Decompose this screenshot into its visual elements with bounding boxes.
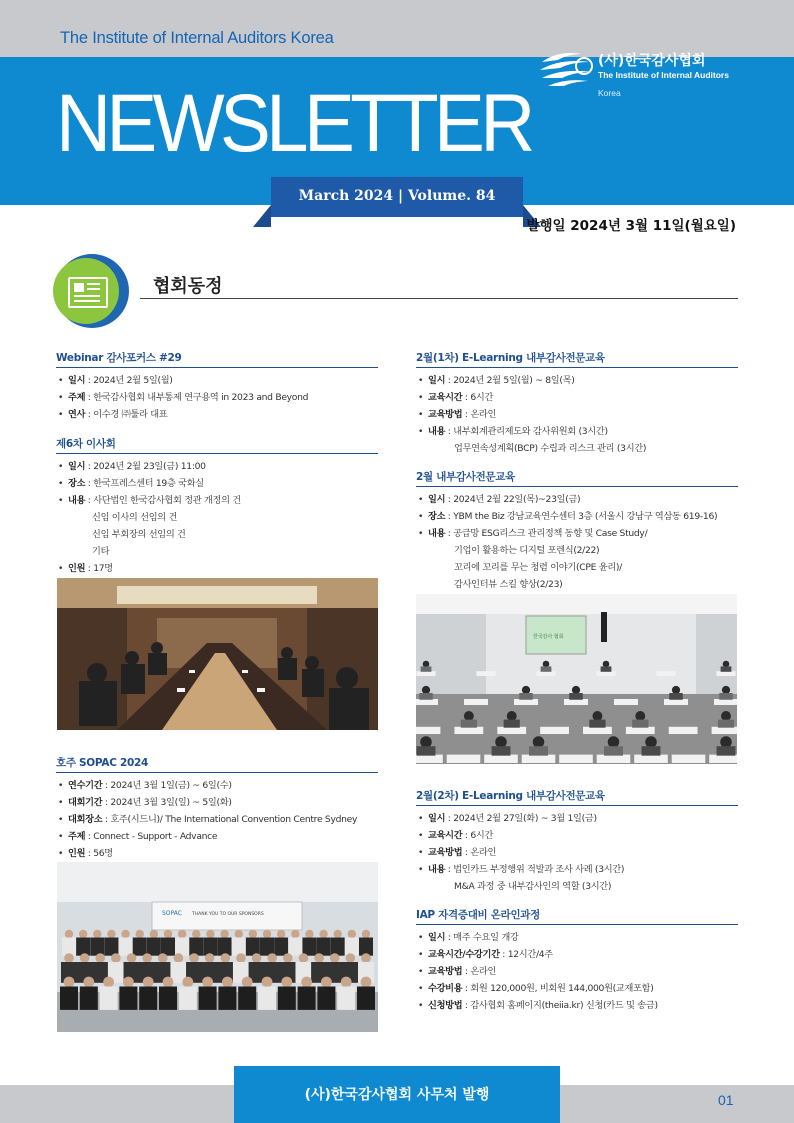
person-head bbox=[93, 930, 101, 938]
person-head bbox=[121, 930, 129, 938]
person-head bbox=[341, 977, 352, 988]
person-head bbox=[174, 953, 184, 963]
person-head bbox=[222, 977, 233, 988]
org-name: The Institute of Internal Auditors Korea bbox=[60, 29, 334, 47]
person-head bbox=[235, 930, 243, 938]
list-item: • 내용 : 내부회계관리제도와 감사위원회 (3시간) bbox=[416, 423, 738, 440]
person-head bbox=[533, 736, 545, 748]
person-head bbox=[221, 953, 231, 963]
person-head bbox=[334, 930, 342, 938]
person-body bbox=[298, 987, 316, 1010]
elearning-1-block bbox=[416, 350, 738, 457]
desk bbox=[596, 671, 615, 676]
person-body bbox=[246, 938, 260, 956]
person-body bbox=[80, 987, 98, 1010]
person-head bbox=[242, 977, 253, 988]
person-body bbox=[119, 987, 137, 1010]
person-body bbox=[721, 666, 732, 671]
person-body bbox=[147, 938, 161, 956]
banner-sponsors-text: THANK YOU TO OUR SPONSORS bbox=[192, 912, 264, 917]
person-head bbox=[150, 930, 158, 938]
person-body bbox=[317, 987, 335, 1010]
list-item: • 일시 : 2024년 2월 5일(월) bbox=[56, 372, 378, 389]
list-item: • 장소 : YBM the Biz 강남교육연수센터 3층 (서울시 강남구 역삼동 619-16) bbox=[416, 508, 738, 525]
newspaper-icon bbox=[53, 258, 119, 324]
person-head bbox=[189, 953, 199, 963]
person-body bbox=[274, 938, 288, 956]
desk bbox=[669, 727, 698, 734]
list-item-continued: 감사인터뷰 스킬 향상(2/23) bbox=[454, 579, 563, 590]
desk bbox=[559, 755, 593, 763]
list-item: • 장소 : 한국프레스센터 19층 국화실 bbox=[56, 475, 378, 492]
person-body bbox=[175, 938, 189, 956]
desk bbox=[416, 727, 440, 734]
person-body bbox=[218, 987, 236, 1010]
person-body bbox=[589, 720, 605, 728]
list-item: • 일시 : 2024년 2월 27일(화) ~ 3월 1일(금) bbox=[416, 810, 738, 827]
list-item: • 인원 : 56명 bbox=[56, 845, 378, 862]
top-bar bbox=[0, 0, 794, 57]
person-head bbox=[522, 686, 530, 694]
block-title: 제6차 이사회 bbox=[56, 436, 378, 454]
issue-badge bbox=[271, 177, 523, 217]
person-head bbox=[348, 930, 356, 938]
person-body bbox=[238, 987, 256, 1010]
desk bbox=[416, 699, 438, 705]
person-body bbox=[604, 746, 623, 755]
list-item: • 주제 : 한국감사협회 내부통제 연구용역 in 2023 and Beyond bbox=[56, 389, 378, 406]
desk bbox=[476, 671, 495, 676]
desk bbox=[447, 755, 481, 763]
list-item: • 내용 : 공급망 ESG리스크 관리정책 동향 및 Case Study/ bbox=[416, 525, 738, 542]
list-item: • 교육방법 : 온라인 bbox=[416, 963, 738, 980]
classroom-photo bbox=[416, 594, 737, 764]
list-item: • 대회장소 : 호주(시드니)/ The International Convention Centre Sydney bbox=[56, 811, 378, 828]
desk bbox=[583, 727, 612, 734]
person-head bbox=[95, 953, 105, 963]
publication-date: 발행일 2024년 3월 11일(월요일) bbox=[526, 218, 736, 234]
desk bbox=[597, 755, 631, 763]
person-body bbox=[179, 987, 197, 1010]
person-body bbox=[492, 746, 511, 755]
issue-label: March 2024 | Volume. 84 bbox=[298, 188, 496, 204]
person-head bbox=[182, 977, 193, 988]
section-title: 협회동정 bbox=[153, 276, 223, 297]
desk bbox=[464, 699, 488, 705]
person-head bbox=[111, 953, 121, 963]
person-head bbox=[314, 953, 324, 963]
person-head bbox=[722, 686, 730, 694]
footer-publisher: (사)한국감사협회 사무처 발행 bbox=[304, 1087, 490, 1103]
desk bbox=[664, 699, 688, 705]
list-item-continued: 신임 부회장의 선임의 건 bbox=[92, 529, 186, 540]
issue-ribbon-left bbox=[253, 205, 271, 227]
list-item-continued: 업무연속성계획(BCP) 수립과 리스크 관리 (3시간) bbox=[454, 443, 647, 454]
person-body bbox=[331, 938, 345, 956]
desk bbox=[454, 727, 483, 734]
list-item: • 교육방법 : 온라인 bbox=[416, 844, 738, 861]
person-body bbox=[317, 938, 331, 956]
desk bbox=[540, 727, 569, 734]
person-body bbox=[288, 938, 302, 956]
person-body bbox=[302, 938, 316, 956]
list-item: • 대회기간 : 2024년 3월 3일(일) ~ 5일(화) bbox=[56, 794, 378, 811]
person-body bbox=[119, 938, 133, 956]
person-head bbox=[277, 930, 285, 938]
block-title: 2월(2차) E-Learning 내부감사전문교육 bbox=[416, 788, 738, 806]
person-head bbox=[158, 953, 168, 963]
person-body bbox=[519, 693, 533, 700]
person-head bbox=[249, 930, 257, 938]
person-head bbox=[543, 661, 550, 668]
block-title: 2월(1차) E-Learning 내부감사전문교육 bbox=[416, 350, 738, 368]
person-head bbox=[164, 930, 172, 938]
person-body bbox=[632, 720, 648, 728]
logo-korean-name: (사)한국감사협회 bbox=[598, 53, 706, 69]
person-head bbox=[83, 977, 94, 988]
person-head bbox=[362, 930, 370, 938]
person-head bbox=[572, 686, 580, 694]
person-head bbox=[420, 736, 432, 748]
block-title: 호주 SOPAC 2024 bbox=[56, 755, 378, 773]
person-head bbox=[645, 736, 657, 748]
block-title: IAP 자격증대비 온라인과정 bbox=[416, 907, 738, 925]
person-head bbox=[495, 736, 507, 748]
list-item: • 수강비용 : 회원 120,000원, 비회원 144,000원(교재포함) bbox=[416, 980, 738, 997]
person-body bbox=[76, 938, 90, 956]
board-meeting-photo bbox=[57, 578, 378, 730]
list-item-continued: M&A 과정 중 내부감사인의 역할 (3시간) bbox=[454, 881, 612, 892]
board-meeting-block bbox=[56, 436, 378, 577]
person-head bbox=[720, 736, 732, 748]
iia-logo-icon bbox=[538, 48, 598, 94]
section-divider bbox=[140, 298, 738, 299]
newsletter-title: NEWSLETTER bbox=[56, 78, 531, 169]
list-item: • 일시 : 매주 수요일 개강 bbox=[416, 929, 738, 946]
person-head bbox=[321, 977, 332, 988]
person-body bbox=[278, 987, 296, 1010]
list-item: • 일시 : 2024년 2월 23일(금) 11:00 bbox=[56, 458, 378, 475]
list-item-continued: 기업이 활용하는 디지털 포렌식(2/22) bbox=[454, 545, 600, 556]
person-body bbox=[203, 938, 217, 956]
person-body bbox=[60, 987, 78, 1010]
person-body bbox=[161, 938, 175, 956]
person-body bbox=[104, 938, 118, 956]
list-item: • 교육시간 : 6시간 bbox=[416, 827, 738, 844]
list-item: • 교육시간 : 6시간 bbox=[416, 389, 738, 406]
person-body bbox=[718, 720, 734, 728]
person-body bbox=[189, 938, 203, 956]
banner-logo-text: SOPAC bbox=[162, 910, 182, 917]
person-head bbox=[301, 977, 312, 988]
person-body bbox=[260, 938, 274, 956]
person-head bbox=[319, 930, 327, 938]
list-item: • 교육방법 : 온라인 bbox=[416, 406, 738, 423]
logo-country: Korea bbox=[598, 88, 621, 98]
person-head bbox=[136, 930, 144, 938]
screen-text: 한국감사 협회 bbox=[533, 634, 564, 640]
desk bbox=[714, 699, 737, 705]
person-head bbox=[262, 977, 273, 988]
person-head bbox=[142, 953, 152, 963]
person-body bbox=[139, 987, 157, 1010]
list-item: • 내용 : 사단법인 한국감사협회 정관 개정의 건 bbox=[56, 492, 378, 509]
desk bbox=[416, 671, 435, 676]
person-body bbox=[359, 938, 373, 956]
person-body bbox=[218, 938, 232, 956]
person-body bbox=[159, 987, 177, 1010]
person-body bbox=[504, 720, 520, 728]
person-head bbox=[163, 977, 174, 988]
desk bbox=[614, 699, 638, 705]
list-item-continued: 신임 이사의 선임의 건 bbox=[92, 512, 178, 523]
person-head bbox=[178, 930, 186, 938]
list-item: • 교육시간/수강기간 : 12시간/4주 bbox=[416, 946, 738, 963]
person-body bbox=[232, 938, 246, 956]
person-body bbox=[357, 987, 375, 1010]
person-body bbox=[100, 987, 118, 1010]
person-head bbox=[305, 930, 313, 938]
desk bbox=[522, 755, 556, 763]
person-body bbox=[337, 987, 355, 1010]
person-body bbox=[601, 666, 612, 671]
list-item: • 인원 : 17명 bbox=[56, 560, 378, 577]
page-number: 01 bbox=[718, 1092, 734, 1108]
desk bbox=[656, 671, 675, 676]
desk bbox=[497, 727, 526, 734]
person-body bbox=[421, 666, 432, 671]
sopac-block bbox=[56, 755, 378, 862]
desk bbox=[484, 755, 518, 763]
person-body bbox=[345, 938, 359, 956]
person-head bbox=[422, 686, 430, 694]
list-item-continued: 기타 bbox=[92, 546, 110, 557]
person-head bbox=[206, 930, 214, 938]
person-head bbox=[64, 953, 74, 963]
person-head bbox=[283, 953, 293, 963]
person-head bbox=[330, 953, 340, 963]
person-head bbox=[672, 686, 680, 694]
person-head bbox=[608, 736, 620, 748]
desk bbox=[672, 755, 706, 763]
logo-english-name: The Institute of Internal Auditors bbox=[598, 70, 729, 80]
person-head bbox=[291, 930, 299, 938]
person-head bbox=[721, 711, 731, 721]
person-head bbox=[592, 711, 602, 721]
person-head bbox=[65, 930, 73, 938]
person-head bbox=[252, 953, 262, 963]
person-head bbox=[107, 930, 115, 938]
person-head bbox=[64, 977, 75, 988]
desk bbox=[709, 755, 737, 763]
person-head bbox=[281, 977, 292, 988]
person-body bbox=[541, 666, 552, 671]
person-head bbox=[507, 711, 517, 721]
person-head bbox=[127, 953, 137, 963]
list-item: • 주제 : Connect - Support - Advance bbox=[56, 828, 378, 845]
list-item: • 내용 : 법인카드 부정행위 적발과 조사 사례 (3시간) bbox=[416, 861, 738, 878]
person-body bbox=[719, 693, 733, 700]
person-body bbox=[419, 693, 433, 700]
list-item: • 일시 : 2024년 2월 5일(월) ~ 8일(목) bbox=[416, 372, 738, 389]
person-head bbox=[267, 953, 277, 963]
person-body bbox=[669, 693, 683, 700]
desk bbox=[712, 727, 737, 734]
person-head bbox=[123, 977, 134, 988]
webinar-block bbox=[56, 350, 378, 423]
desk bbox=[536, 671, 555, 676]
person-head bbox=[220, 930, 228, 938]
person-head bbox=[361, 953, 371, 963]
desk bbox=[716, 671, 735, 676]
person-head bbox=[299, 953, 309, 963]
elearning-2-block bbox=[416, 788, 738, 895]
sopac-group-photo bbox=[57, 862, 378, 1032]
desk bbox=[514, 699, 538, 705]
desk bbox=[416, 755, 443, 763]
person-head bbox=[80, 953, 90, 963]
iap-course-block bbox=[416, 907, 738, 1014]
person-head bbox=[192, 930, 200, 938]
footer-publisher-box bbox=[234, 1066, 560, 1123]
person-head bbox=[464, 711, 474, 721]
person-body bbox=[258, 987, 276, 1010]
person-head bbox=[205, 953, 215, 963]
list-item: • 신청방법 : 감사협회 홈페이지(theiia.kr) 신청(카드 및 송금) bbox=[416, 997, 738, 1014]
person-head bbox=[603, 661, 610, 668]
person-head bbox=[723, 661, 730, 668]
person-body bbox=[90, 938, 104, 956]
person-body bbox=[642, 746, 661, 755]
desk bbox=[634, 755, 668, 763]
person-head bbox=[346, 953, 356, 963]
list-item: • 연수기간 : 2024년 3월 1일(금) ~ 6일(수) bbox=[56, 777, 378, 794]
person-body bbox=[133, 938, 147, 956]
person-head bbox=[79, 930, 87, 938]
person-body bbox=[717, 746, 736, 755]
person-body bbox=[569, 693, 583, 700]
person-head bbox=[263, 930, 271, 938]
person-head bbox=[423, 661, 430, 668]
person-body bbox=[417, 746, 436, 755]
person-body bbox=[199, 987, 217, 1010]
person-head bbox=[103, 977, 114, 988]
person-body bbox=[62, 938, 76, 956]
block-title: Webinar 감사포커스 #29 bbox=[56, 350, 378, 368]
list-item-continued: 꼬리에 꼬리를 무는 청렴 이야기(CPE 윤리)/ bbox=[454, 562, 622, 573]
person-head bbox=[635, 711, 645, 721]
person-head bbox=[202, 977, 213, 988]
list-item: • 일시 : 2024년 2월 22일(목)~23일(금) bbox=[416, 491, 738, 508]
block-title: 2월 내부감사전문교육 bbox=[416, 469, 738, 487]
person-body bbox=[529, 746, 548, 755]
person-head bbox=[236, 953, 246, 963]
person-head bbox=[143, 977, 154, 988]
desk bbox=[564, 699, 588, 705]
desk bbox=[626, 727, 655, 734]
list-item: • 연사 : 이수경 ㈜툴라 대표 bbox=[56, 406, 378, 423]
training-block bbox=[416, 469, 738, 593]
person-head bbox=[361, 977, 372, 988]
person-body bbox=[461, 720, 477, 728]
